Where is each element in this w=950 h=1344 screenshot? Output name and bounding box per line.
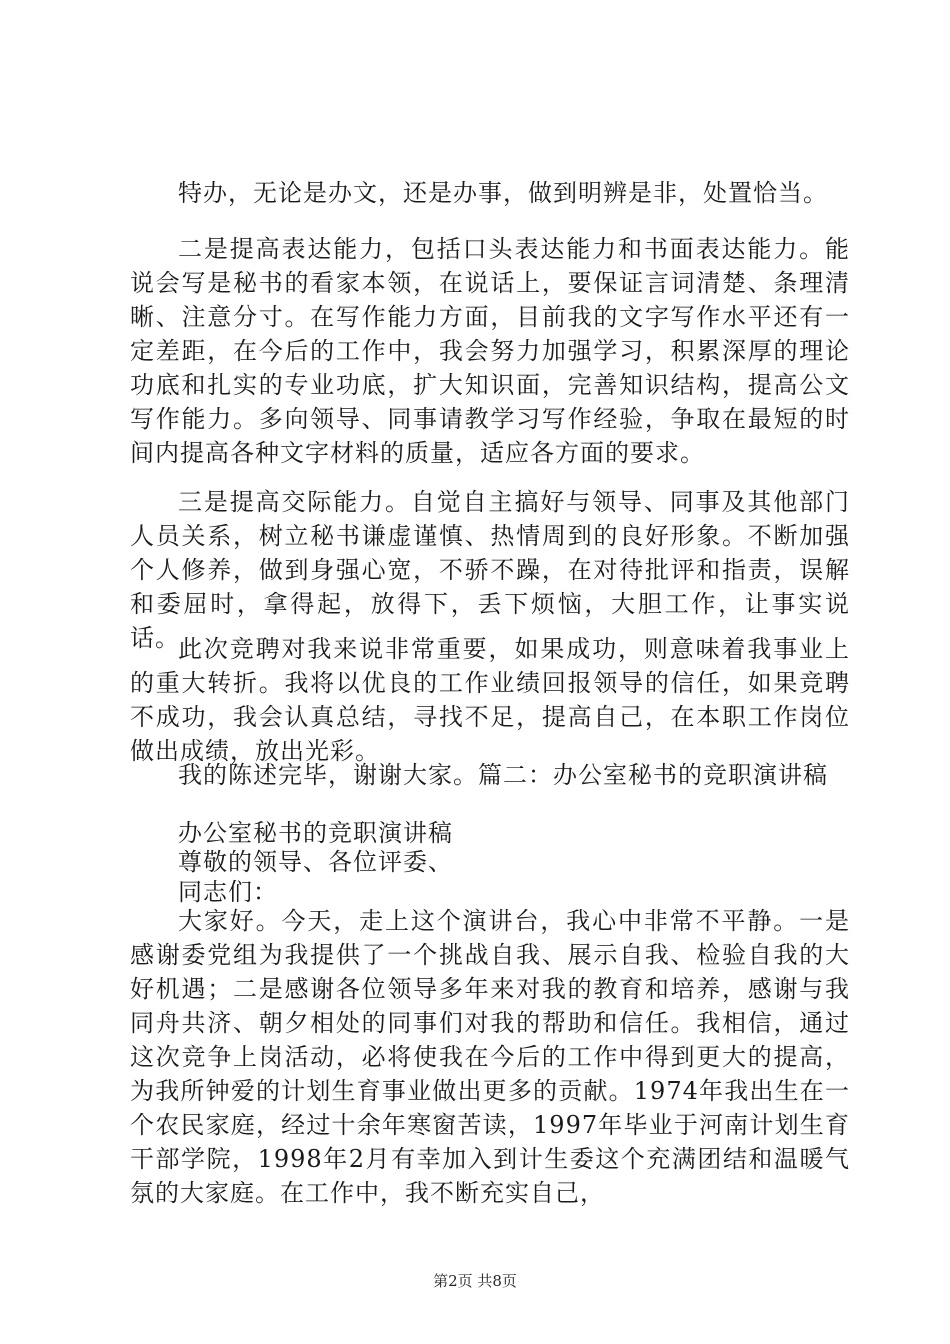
- paragraph-4: 此次竞聘对我来说非常重要，如果成功，则意味着我事业上的重大转折。我将以优良的工作业绩回报领导的信任，如果竞聘不成功，我会认真总结，寻找不足，提高自己，在本职工作岗位做出成绩，放出光彩。: [130, 635, 850, 765]
- speech-title: 办公室秘书的竞职演讲稿: [178, 819, 453, 847]
- paragraph-6: 大家好。今天，走上这个演讲台，我心中非常不平静。一是感谢委党组为我提供了一个挑战自我、展示自我、检验自我的大好机遇；二是感谢各位领导多年来对我的教育和培养，感谢与我同舟共济、朝夕相处的同事们对我的帮助和信任。我相信，通过这次竞争上岗活动，必将使我在今后的工作中得到更大的提高，为我所钟爱的计划生育事业做出更多的贡献。1974年我出生在一个农民家庭，经过十余年寒窗苦读，1997年毕业于河南计划生育干部学院，1998年2月有幸加入到计生委这个充满团结和温暖气氛的大家庭。在工作中，我不断充实自己，: [130, 907, 850, 1207]
- salutation-line-2: 同志们：: [178, 878, 278, 906]
- paragraph-2: 二是提高表达能力，包括口头表达能力和书面表达能力。能说会写是秘书的看家本领，在说话上，要保证言词清楚、条理清晰、注意分寸。在写作能力方面，目前我的文字写作水平还有一定差距，在今后的工作中，我会努力加强学习，积累深厚的理论功底和扎实的专业功底，扩大知识面，完善知识结构，提高公文写作能力。多向领导、同事请教学习写作经验，争取在最短的时间内提高各种文字材料的质量，适应各方面的要求。: [130, 235, 850, 467]
- page-footer: 第2页 共8页: [433, 1272, 517, 1290]
- salutation-line-1: 尊敬的领导、各位评委、: [178, 848, 453, 876]
- paragraph-3: 三是提高交际能力。自觉自主搞好与领导、同事及其他部门人员关系，树立秘书谦虚谨慎、热情周到的良好形象。不断加强个人修养，做到身强心宽，不骄不躁，在对待批评和指责，误解和委屈时，拿得起，放得下，丢下烦恼，大胆工作，让事实说话。: [130, 488, 850, 652]
- paragraph-5: 我的陈述完毕，谢谢大家。篇二：办公室秘书的竞职演讲稿: [178, 761, 828, 789]
- paragraph-1: 特办，无论是办文，还是办事，做到明辨是非，处置恰当。: [178, 179, 828, 207]
